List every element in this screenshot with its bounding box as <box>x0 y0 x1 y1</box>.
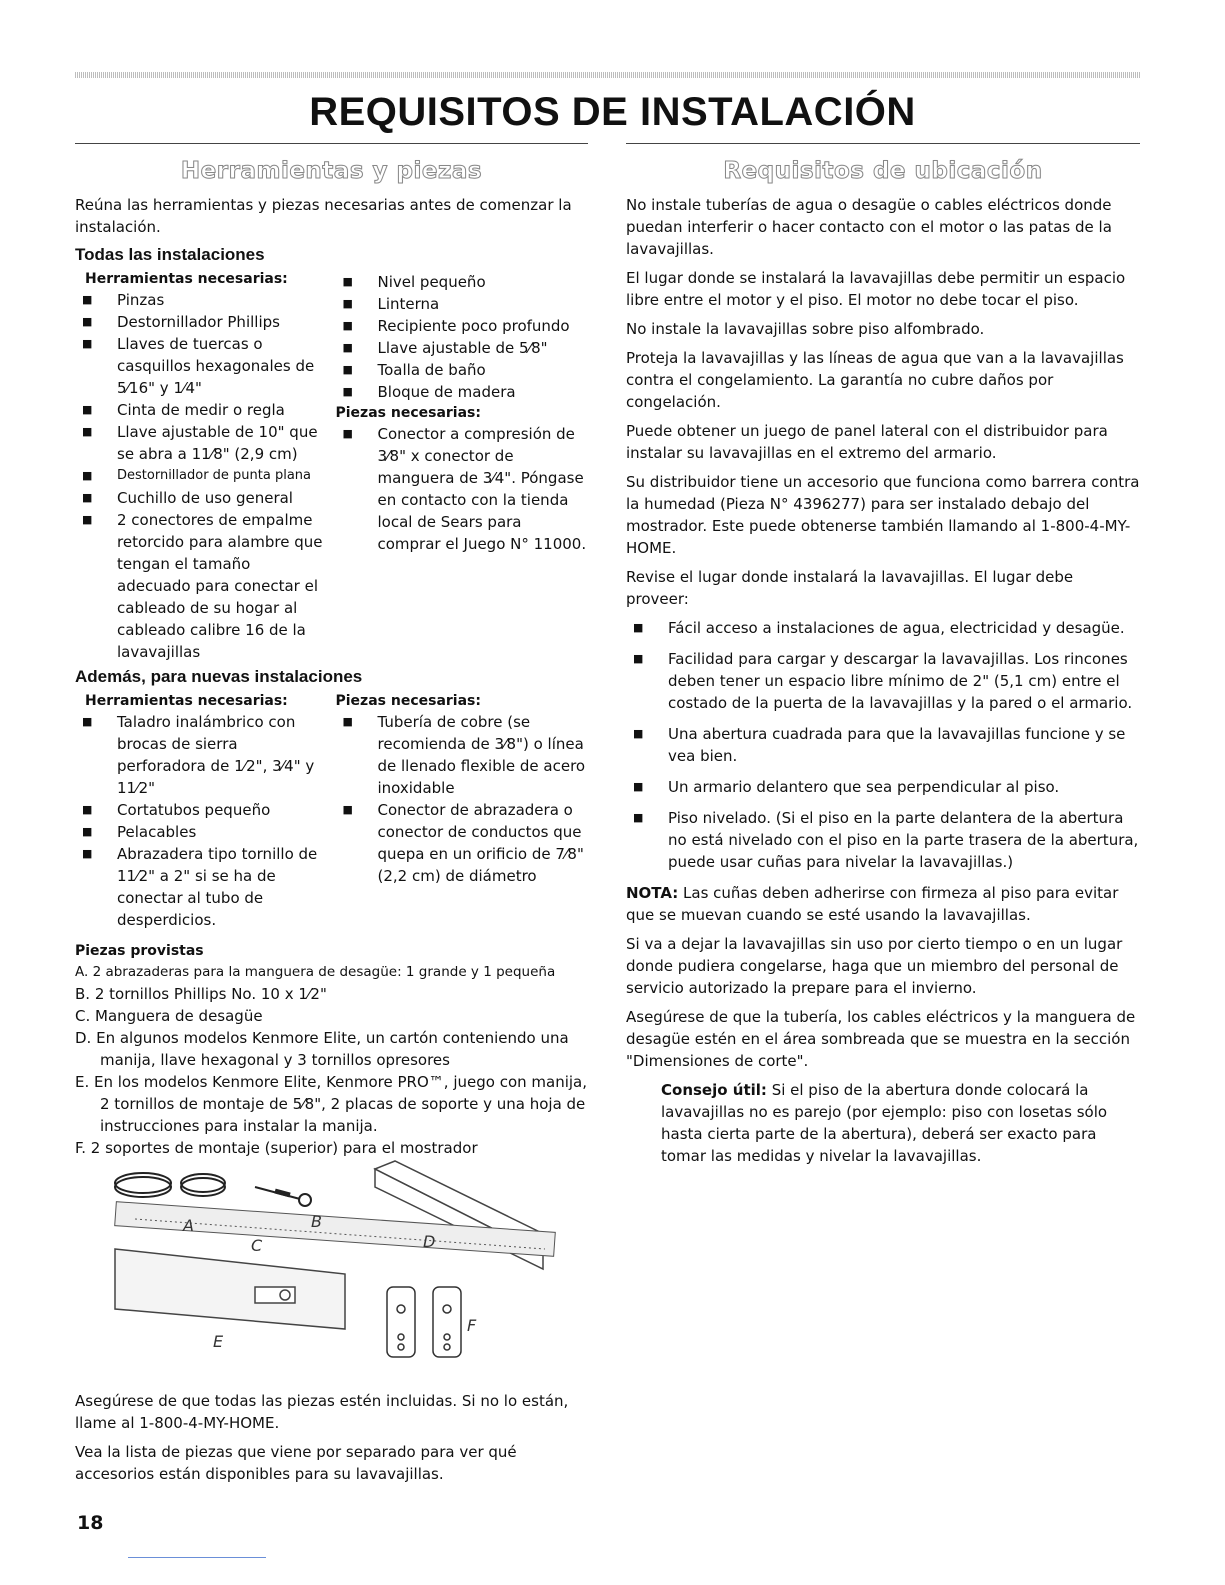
list-item: ■ Llave ajustable de 5⁄8" <box>336 337 589 359</box>
tip-label: Consejo útil: <box>661 1081 767 1099</box>
location-paragraph-1: No instale tuberías de agua o desagüe o cables eléctricos donde puedan interferir o hacer contacto con el motor o las patas de la lavavajillas. <box>626 196 1112 258</box>
location-paragraph-9: Asegúrese de que la tubería, los cables eléctricos y la manguera de desagüe estén en el área sombreada que se muestra en la sección "Dimensiones de corte". <box>626 1008 1136 1070</box>
top-pattern-band <box>75 72 1140 78</box>
note-paragraph <box>626 882 1140 926</box>
handle-kit-illustration <box>115 1249 345 1329</box>
location-requirements-heading: Requisitos de ubicación <box>723 158 1043 184</box>
footer-link-underline <box>128 1557 266 1558</box>
list-item: ■ Conector a compresión de 3⁄8" x conector de manguera de 3⁄4". Póngase en contacto con la tienda local de Sears para comprar el Juego N° 11000. <box>336 423 589 555</box>
right-column <box>626 158 1140 1174</box>
list-item: ■ Abrazadera tipo tornillo de 11⁄2" a 2" si se ha de conectar al tubo de desperdicios. <box>75 843 328 931</box>
tools-parts-heading: Herramientas y piezas <box>180 158 483 184</box>
all-installations-lists <box>75 269 588 663</box>
location-paragraph-4: Proteja la lavavajillas y las líneas de agua que van a la lavavajillas contra el congelamiento. La garantía no cubre daños por congelación. <box>626 349 1124 411</box>
tip-paragraph <box>626 1079 1140 1167</box>
list-item: ■ Cortatubos pequeño <box>75 799 328 821</box>
list-item: ■ Piso nivelado. (Si el piso en la parte delantera de la abertura no está nivelado con el piso en la parte trasera de la abertura, puede usar cuñas para nivelar la lavavajillas.) <box>626 807 1140 873</box>
left-heading-rule <box>75 143 588 144</box>
location-paragraph-7: Revise el lugar donde instalará la lavavajillas. El lugar debe proveer: <box>626 568 1074 608</box>
list-item: ■ Toalla de baño <box>336 359 589 381</box>
list-item: C. Manguera de desagüe <box>75 1007 263 1025</box>
list-item: A. 2 abrazaderas para la manguera de desagüe: 1 grande y 1 pequeña <box>75 964 556 980</box>
list-item: D. En algunos modelos Kenmore Elite, un cartón conteniendo una manija, llave hexagonal y 3 tornillos opresores <box>75 1029 569 1069</box>
list-item: F. 2 soportes de montaje (superior) para el mostrador <box>75 1139 478 1157</box>
right-heading-rule <box>626 143 1140 144</box>
list-item: ■ Un armario delantero que sea perpendicular al piso. <box>626 776 1140 798</box>
new-parts-list <box>336 711 589 887</box>
list-item: ■ Una abertura cuadrada para que la lavavajillas funcione y se vea bien. <box>626 723 1140 767</box>
parts-title: Piezas necesarias: <box>335 405 481 421</box>
list-item: ■ 2 conectores de empalme retorcido para alambre que tengan el tamaño adecuado para conectar el cableado de su hogar al cableado calibre 16 de la lavavajillas <box>75 509 328 663</box>
note-label: NOTA: <box>626 884 679 902</box>
location-paragraph-6: Su distribuidor tiene un accesorio que funciona como barrera contra la humedad (Pieza N° 4396277) para ser instalado debajo del mostrador. Este puede obtenerse también llamando al 1-800-4-MY-HOME. <box>626 473 1140 557</box>
all-installations-title: Todas las instalaciones <box>75 245 265 264</box>
location-paragraph-2: El lugar donde se instalará la lavavajillas debe permitir un espacio libre entre el motor y el piso. El motor no debe tocar el piso. <box>626 269 1126 309</box>
parts-list-a <box>336 423 589 555</box>
new-tools-list <box>75 711 328 931</box>
new-parts-title: Piezas necesarias: <box>335 693 481 709</box>
list-item: ■ Pinzas <box>75 289 328 311</box>
list-item: ■ Destornillador de punta plana <box>75 465 328 487</box>
list-item: ■ Conector de abrazadera o conector de conductos que quepa en un orificio de 7⁄8" (2,2 cm) de diámetro <box>336 799 589 887</box>
list-item: ■ Llave ajustable de 10" que se abra a 11⁄8" (2,9 cm) <box>75 421 328 465</box>
list-item: ■ Fácil acceso a instalaciones de agua, electricidad y desagüe. <box>626 617 1140 639</box>
list-item: ■ Tubería de cobre (se recomienda de 3⁄8") o línea de llenado flexible de acero inoxidable <box>336 711 589 799</box>
list-item: ■ Linterna <box>336 293 589 315</box>
tools-list-b <box>336 271 589 403</box>
page-number: 18 <box>77 1512 104 1534</box>
list-item: E. En los modelos Kenmore Elite, Kenmore PRO™, juego con manija, 2 tornillos de montaje de 5⁄8", 2 placas de soporte y una hoja de instrucciones para instalar la manija. <box>75 1073 587 1135</box>
list-item: ■ Pelacables <box>75 821 328 843</box>
note-text: Las cuñas deben adherirse con firmeza al piso para evitar que se muevan cuando se esté usando la lavavajillas. <box>626 884 1119 924</box>
list-item: ■ Bloque de madera <box>336 381 589 403</box>
list-item: ■ Cinta de medir o regla <box>75 399 328 421</box>
drain-hose-illustration <box>115 1202 556 1257</box>
diagram-label-e: E <box>213 1332 224 1351</box>
list-item: ■ Taladro inalámbrico con brocas de sierra perforadora de 1⁄2", 3⁄4" y 11⁄2" <box>75 711 328 799</box>
location-paragraph-3: No instale la lavavajillas sobre piso alfombrado. <box>626 320 985 338</box>
list-item: ■ Facilidad para cargar y descargar la lavavajillas. Los rincones deben tener un espacio libre mínimo de 2" (5,1 cm) entre el costado de la puerta de la lavavajillas y la pared o el armario. <box>626 648 1140 714</box>
location-requirements-list <box>626 617 1140 873</box>
diagram-label-f: F <box>467 1316 477 1335</box>
list-item: ■ Destornillador Phillips <box>75 311 328 333</box>
new-installations-title: Además, para nuevas instalaciones <box>75 667 363 686</box>
outro-text-2: Vea la lista de piezas que viene por separado para ver qué accesorios están disponibles para su lavavajillas. <box>75 1443 517 1483</box>
hose-clamps-illustration <box>115 1173 225 1197</box>
tools-title: Herramientas necesarias: <box>85 271 288 287</box>
screws-illustration <box>255 1187 311 1206</box>
parts-diagram <box>75 1159 588 1384</box>
page-title: REQUISITOS DE INSTALACIÓN <box>309 90 916 134</box>
diagram-label-c: C <box>251 1236 263 1255</box>
left-column <box>75 158 588 1492</box>
diagram-label-d: D <box>423 1232 436 1251</box>
intro-text: Reúna las herramientas y piezas necesarias antes de comenzar la instalación. <box>75 196 572 236</box>
tip-text: Si el piso de la abertura donde colocará la lavavajillas no es parejo (por ejemplo: piso con losetas sólo hasta cierta parte de la abertura), deberá ser exacto para tomar las medidas y nivelar la lavavajillas. <box>661 1081 1108 1165</box>
tools-list-a <box>75 289 328 663</box>
list-item: ■ Nivel pequeño <box>336 271 589 293</box>
new-tools-title: Herramientas necesarias: <box>85 693 288 709</box>
list-item: ■ Recipiente poco profundo <box>336 315 589 337</box>
location-paragraph-8: Si va a dejar la lavavajillas sin uso por cierto tiempo o en un lugar donde pudiera congelarse, haga que un miembro del personal de servicio autorizado la prepare para el invierno. <box>626 935 1123 997</box>
list-item: ■ Cuchillo de uso general <box>75 487 328 509</box>
diagram-label-a: A <box>183 1216 194 1235</box>
diagram-label-b: B <box>311 1212 322 1231</box>
location-paragraph-5: Puede obtener un juego de panel lateral con el distribuidor para instalar su lavavajillas en el extremo del armario. <box>626 422 1108 462</box>
list-item: ■ Llaves de tuercas o casquillos hexagonales de 5⁄16" y 1⁄4" <box>75 333 328 399</box>
provided-parts-list <box>75 961 588 1159</box>
new-installations-lists <box>75 691 588 931</box>
list-item: B. 2 tornillos Phillips No. 10 x 1⁄2" <box>75 985 327 1003</box>
mounting-brackets-illustration <box>387 1287 461 1357</box>
outro-text-1: Asegúrese de que todas las piezas estén incluidas. Si no lo están, llame al 1-800-4-MY-HOME. <box>75 1392 569 1432</box>
provided-parts-title: Piezas provistas <box>75 943 204 959</box>
